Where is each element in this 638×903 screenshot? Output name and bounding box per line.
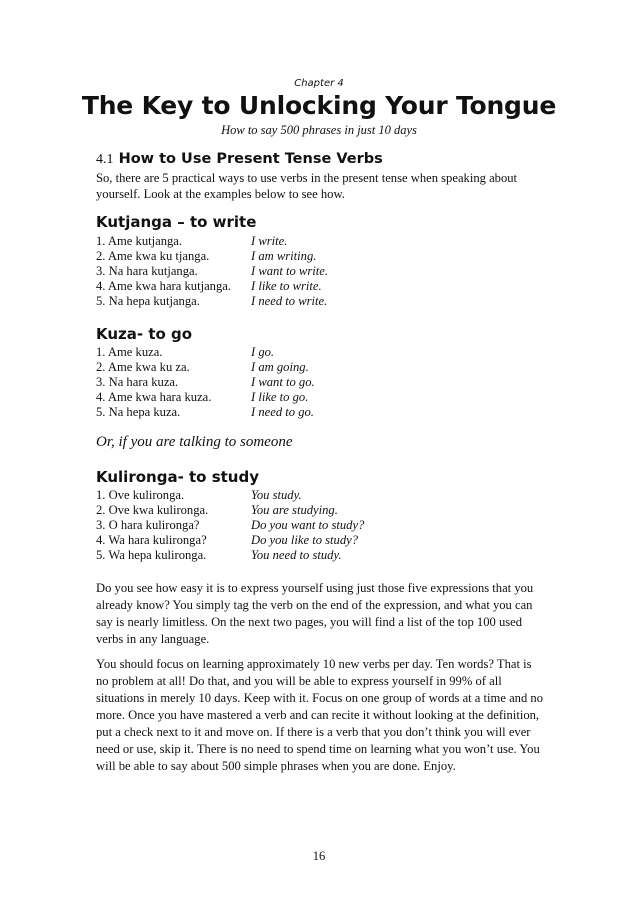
phrase: 1. Ame kutjanga.	[96, 234, 183, 248]
verb-row	[96, 375, 546, 390]
verb-row	[96, 360, 546, 375]
translation: You are studying.	[251, 503, 338, 517]
page-number: 16	[312, 849, 326, 863]
verb-title-kuza: Kuza- to go	[96, 325, 193, 343]
section-intro: So, there are 5 practical ways to use verbs in the present tense when speaking about yourself. Look at the examples below to see how.	[96, 171, 518, 201]
verb-row	[96, 294, 546, 309]
verb-row	[96, 345, 546, 360]
phrase: 4. Ame kwa hara kutjanga.	[96, 279, 231, 293]
phrase: 5. Na hepa kuza.	[96, 405, 181, 419]
translation: You need to study.	[251, 548, 342, 562]
phrase: 5. Na hepa kutjanga.	[96, 294, 200, 308]
verb-table-kutjanga	[96, 234, 546, 309]
verb-row	[96, 503, 546, 518]
phrase: 2. Ove kwa kulironga.	[96, 503, 209, 517]
subtitle: How to say 500 phrases in just 10 days	[221, 123, 417, 137]
translation: I want to write.	[251, 264, 328, 278]
translation: Do you like to study?	[251, 533, 359, 547]
phrase: 3. Na hara kuza.	[96, 375, 179, 389]
verb-row	[96, 488, 546, 503]
translation: I want to go.	[251, 375, 315, 389]
verb-row	[96, 279, 546, 294]
translation: I like to write.	[251, 279, 322, 293]
body-paragraph: You should focus on learning approximately 10 new verbs per day. Ten words? That is no problem at all! Do that, and you will be able to express yourself in 99% of all situations in merely 10 days. Keep with it. Focus on one group of words at a time and no more. Once you have mastered a verb and can recite it without looking at the definition, put a check next to it and move on. If there is a verb that you don’t think you will ever need or use, skip it. There is no need to spend time on learning what you won’t use. You will be able to say about 500 simple phrases when you are done. Enjoy.	[96, 657, 544, 773]
verb-table-kulironga	[96, 488, 546, 563]
verb-row	[96, 405, 546, 420]
verb-row	[96, 548, 546, 563]
translation: Do you want to study?	[251, 518, 365, 532]
phrase: 4. Ame kwa hara kuza.	[96, 390, 212, 404]
body-paragraph: Do you see how easy it is to express yourself using just those five expressions that you already know? You simply tag the verb on the end of the expression, and what you can say is nearly limitless. On the next two pages, you will find a list of the top 100 used verbs in any language.	[96, 581, 534, 646]
section-title: How to Use Present Tense Verbs	[118, 151, 383, 167]
phrase: 4. Wa hara kulironga?	[96, 533, 207, 547]
verb-row	[96, 533, 546, 548]
verb-title-kulironga: Kulironga- to study	[96, 468, 260, 486]
phrase: 3. O hara kulironga?	[96, 518, 200, 532]
phrase: 3. Na hara kutjanga.	[96, 264, 198, 278]
section-number: 4.1	[96, 152, 114, 167]
translation: You study.	[251, 488, 302, 502]
translation: I go.	[251, 345, 275, 359]
translation: I like to go.	[251, 390, 309, 404]
phrase: 2. Ame kwa ku za.	[96, 360, 190, 374]
verb-row	[96, 518, 546, 533]
verb-row	[96, 264, 546, 279]
section-heading	[96, 151, 383, 168]
phrase: 5. Wa hepa kulironga.	[96, 548, 207, 562]
verb-row	[96, 234, 546, 249]
translation: I need to go.	[251, 405, 314, 419]
verb-title-kutjanga: Kutjanga – to write	[96, 213, 257, 231]
verb-row	[96, 249, 546, 264]
translation: I need to write.	[251, 294, 328, 308]
translation: I am writing.	[251, 249, 317, 263]
phrase: 1. Ame kuza.	[96, 345, 163, 359]
page-title: The Key to Unlocking Your Tongue	[81, 91, 557, 120]
translation: I write.	[251, 234, 288, 248]
verb-row	[96, 390, 546, 405]
phrase: 2. Ame kwa ku tjanga.	[96, 249, 210, 263]
phrase: 1. Ove kulironga.	[96, 488, 185, 502]
chapter-label: Chapter 4	[294, 78, 344, 89]
verb-table-kuza	[96, 345, 546, 420]
translation: I am going.	[251, 360, 309, 374]
aside-note: Or, if you are talking to someone	[96, 434, 293, 450]
